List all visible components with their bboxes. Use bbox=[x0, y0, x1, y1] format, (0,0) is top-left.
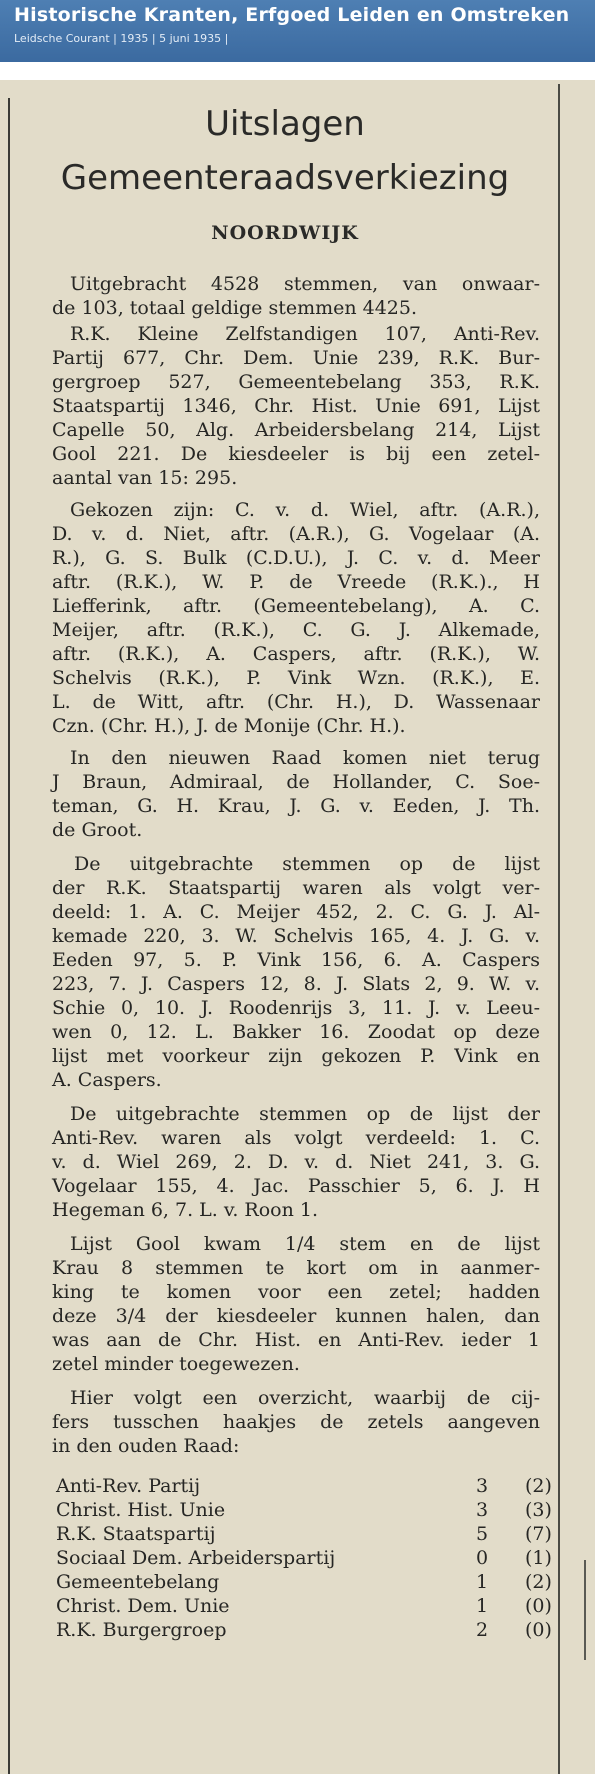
text-line: Gool 221. De kiesdeeler is bij een zetel- bbox=[52, 443, 540, 465]
text-line: Schie 0, 10. J. Roodenrijs 3, 11. J. v. Leeu- bbox=[52, 997, 540, 1019]
party-name: R.K. Burgergroep bbox=[56, 1619, 227, 1641]
text-line: De uitgebrachte stemmen op de lijst der bbox=[70, 1103, 540, 1125]
text-line: Czn. (Chr. H.), J. de Monije (Chr. H.). bbox=[52, 715, 406, 737]
party-name: R.K. Staatspartij bbox=[56, 1523, 216, 1545]
party-old-seats: (2) bbox=[525, 1571, 552, 1593]
text-line: Staatspartij 1346, Chr. Hist. Unie 691, Lijst bbox=[52, 395, 540, 417]
text-line: Meijer, aftr. (R.K.), C. G. J. Alkemade, bbox=[52, 619, 540, 641]
column-rule-left bbox=[8, 98, 10, 1774]
party-old-seats: (0) bbox=[525, 1619, 552, 1641]
site-header bbox=[0, 0, 595, 62]
text-line: In den nieuwen Raad komen niet terug bbox=[70, 747, 540, 769]
text-line: Hegeman 6, 7. L. v. Roon 1. bbox=[52, 1199, 319, 1221]
text-line: 223, 7. J. Caspers 12, 8. J. Slats 2, 9. W. v. bbox=[52, 973, 540, 995]
party-seats: 3 bbox=[475, 1499, 489, 1521]
text-line: L. de Witt, aftr. (Chr. H.), D. Wassenaar bbox=[52, 691, 540, 713]
text-line: aantal van 15: 295. bbox=[52, 467, 238, 489]
party-name: Christ. Hist. Unie bbox=[56, 1499, 226, 1521]
text-line: R.), G. S. Bulk (C.D.U.), J. C. v. d. Meer bbox=[52, 547, 540, 569]
column-rule-edge bbox=[584, 1560, 586, 1660]
text-line: D. v. d. Niet, aftr. (A.R.), G. Vogelaar (A. bbox=[52, 523, 540, 545]
party-seats: 2 bbox=[475, 1619, 489, 1641]
column-rule-right bbox=[558, 84, 560, 1774]
text-line: king te komen voor een zetel; hadden bbox=[52, 1281, 540, 1303]
party-old-seats: (1) bbox=[525, 1547, 552, 1569]
text-line: de Groot. bbox=[52, 819, 143, 841]
text-line: lijst met voorkeur zijn gekozen P. Vink en bbox=[52, 1045, 540, 1067]
party-name: Christ. Dem. Unie bbox=[56, 1595, 230, 1617]
text-line: deeld: 1. A. C. Meijer 452, 2. C. G. J. Al- bbox=[52, 901, 540, 923]
text-line: Lijst Gool kwam 1/4 stem en de lijst bbox=[70, 1233, 540, 1255]
party-name: Anti-Rev. Partij bbox=[56, 1475, 201, 1497]
text-line: Anti-Rev. waren als volgt verdeeld: 1. C. bbox=[52, 1127, 540, 1149]
place-name: NOORDWIJK bbox=[211, 222, 359, 244]
text-line: de 103, totaal geldige stemmen 4425. bbox=[52, 297, 418, 319]
text-line: Uitgebracht 4528 stemmen, van onwaar- bbox=[70, 273, 540, 295]
text-line: wen 0, 12. L. Bakker 16. Zoodat op deze bbox=[52, 1021, 540, 1043]
text-line: gergroep 527, Gemeentebelang 353, R.K. bbox=[52, 371, 540, 393]
text-line: Liefferink, aftr. (Gemeentebelang), A. C. bbox=[52, 595, 540, 617]
text-line: Partij 677, Chr. Dem. Unie 239, R.K. Bur- bbox=[52, 347, 540, 369]
party-seats: 3 bbox=[475, 1475, 489, 1497]
text-line: Schelvis (R.K.), P. Vink Wzn. (R.K.), E. bbox=[52, 667, 540, 689]
headline-line-1: Uitslagen bbox=[205, 104, 365, 144]
text-line: Gekozen zijn: C. v. d. Wiel, aftr. (A.R.), bbox=[70, 499, 540, 521]
party-old-seats: (3) bbox=[525, 1499, 552, 1521]
breadcrumb: Leidsche Courant | 1935 | 5 juni 1935 | bbox=[14, 32, 229, 45]
text-line: fers tusschen haakjes de zetels aangeven bbox=[52, 1411, 540, 1433]
text-line: J Braun, Admiraal, de Hollander, C. Soe- bbox=[52, 771, 540, 793]
text-line: Eeden 97, 5. P. Vink 156, 6. A. Caspers bbox=[52, 949, 540, 971]
text-line: zetel minder toegewezen. bbox=[52, 1353, 300, 1375]
text-line: in den ouden Raad: bbox=[52, 1435, 240, 1457]
text-line: teman, G. H. Krau, J. G. v. Eeden, J. Th. bbox=[52, 795, 540, 817]
headline-line-2: Gemeenteraadsverkiezing bbox=[60, 158, 510, 198]
party-seats: 0 bbox=[475, 1547, 489, 1569]
text-line: Hier volgt een overzicht, waarbij de cij- bbox=[70, 1387, 540, 1409]
party-old-seats: (0) bbox=[525, 1595, 552, 1617]
party-name: Sociaal Dem. Arbeiderspartij bbox=[56, 1547, 336, 1569]
party-old-seats: (7) bbox=[525, 1523, 552, 1545]
text-line: Krau 8 stemmen te kort om in aanmer- bbox=[52, 1257, 540, 1279]
text-line: aftr. (R.K.), W. P. de Vreede (R.K.)., H bbox=[52, 571, 540, 593]
text-line: was aan de Chr. Hist. en Anti-Rev. ieder 1 bbox=[52, 1329, 540, 1351]
party-name: Gemeentebelang bbox=[56, 1571, 220, 1593]
text-line: Capelle 50, Alg. Arbeidersbelang 214, Lijst bbox=[52, 419, 540, 441]
text-line: kemade 220, 3. W. Schelvis 165, 4. J. G. v. bbox=[52, 925, 540, 947]
text-line: deze 3/4 der kiesdeeler kunnen halen, dan bbox=[52, 1305, 540, 1327]
party-old-seats: (2) bbox=[525, 1475, 552, 1497]
site-title[interactable]: Historische Kranten, Erfgoed Leiden en Omstreken bbox=[14, 4, 570, 26]
text-line: R.K. Kleine Zelfstandigen 107, Anti-Rev. bbox=[70, 323, 540, 345]
party-seats: 5 bbox=[475, 1523, 489, 1545]
text-line: der R.K. Staatspartij waren als volgt ver- bbox=[52, 877, 540, 899]
text-line: A. Caspers. bbox=[52, 1069, 162, 1091]
text-line: v. d. Wiel 269, 2. D. v. d. Niet 241, 3. G. bbox=[52, 1151, 540, 1173]
text-line: aftr. (R.K.), A. Caspers, aftr. (R.K.), W. bbox=[52, 643, 540, 665]
text-line: Vogelaar 155, 4. Jac. Passchier 5, 6. J. H bbox=[52, 1175, 540, 1197]
party-seats: 1 bbox=[475, 1571, 489, 1593]
party-seats: 1 bbox=[475, 1595, 489, 1617]
text-line: De uitgebrachte stemmen op de lijst bbox=[74, 853, 540, 875]
